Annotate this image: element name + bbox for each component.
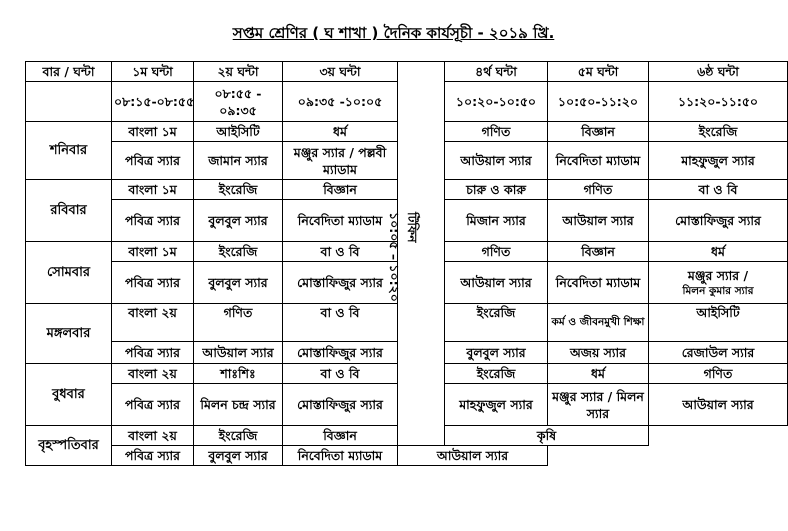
subject-cell: গণিত	[445, 122, 548, 142]
teacher-cell: পবিত্র স্যার	[112, 446, 194, 466]
period-5-header: ৫ম ঘন্টা	[548, 62, 649, 82]
subject-cell: ইংরেজি	[649, 122, 788, 142]
subject-cell: বিজ্ঞান	[283, 180, 398, 200]
teacher-cell: পবিত্র স্যার	[112, 342, 194, 364]
day-thursday: বৃহস্পতিবার	[26, 426, 112, 466]
day-tuesday: মঙ্গলবার	[26, 304, 112, 364]
teacher-cell: নিবেদিতা ম্যাডাম	[283, 446, 398, 466]
teacher-cell: মঞ্জুর স্যার / মিলন স্যার	[548, 384, 649, 426]
subject-cell: বিজ্ঞান	[548, 242, 649, 262]
period-3-header: ৩য় ঘন্টা	[283, 62, 398, 82]
subject-cell: ইংরেজি	[445, 304, 548, 342]
day-monday: সোমবার	[26, 242, 112, 304]
teacher-cell: আউয়াল স্যার	[398, 446, 548, 466]
subject-cell: ধর্ম	[548, 364, 649, 384]
teacher-cell: রেজাউল স্যার	[649, 342, 788, 364]
subject-cell: ধর্ম	[283, 122, 398, 142]
routine-table	[25, 61, 788, 466]
teacher-cell: নিবেদিতা ম্যাডাম	[548, 142, 649, 180]
teacher-cell: মোস্তাফিজুর স্যার	[283, 262, 398, 304]
subject-cell: ইংরেজি	[445, 364, 548, 384]
period-2-time: ০৮:৫৫ - ০৯:৩৫	[194, 82, 283, 122]
period-4-time: ১০:২০-১০:৫০	[445, 82, 548, 122]
subject-cell: গণিত	[548, 180, 649, 200]
teacher-cell: পবিত্র স্যার	[112, 142, 194, 180]
subject-cell: চারু ও কারু	[445, 180, 548, 200]
teacher-line: মঞ্জুর স্যার /	[687, 268, 749, 283]
period-2-header: ২য় ঘন্টা	[194, 62, 283, 82]
teacher-cell: আউয়াল স্যার	[649, 384, 788, 426]
subject-cell: বিজ্ঞান	[548, 122, 649, 142]
teacher-cell: মাহফুজুল স্যার	[445, 384, 548, 426]
teacher-cell: মোস্তাফিজুর স্যার	[283, 384, 398, 426]
subject-cell: বাংলা ১ম	[112, 180, 194, 200]
teacher-cell: আউয়াল স্যার	[194, 342, 283, 364]
subject-cell: বাংলা ১ম	[112, 122, 194, 142]
subject-cell: বাংলা ২য়	[112, 304, 194, 342]
teacher-cell: মোস্তাফিজুর স্যার	[283, 342, 398, 364]
page-title	[0, 22, 787, 47]
time-corner	[26, 82, 112, 122]
corner-header: বার / ঘন্টা	[26, 62, 112, 82]
period-6-time: ১১:২০-১১:৫০	[649, 82, 788, 122]
subject-cell: বাংলা ২য়	[112, 426, 194, 446]
subject-cell: কর্ম ও জীবনমুখী শিক্ষা	[548, 304, 649, 342]
day-saturday: শনিবার	[26, 122, 112, 180]
teacher-cell: পবিত্র স্যার	[112, 262, 194, 304]
period-3-time: ০৯:৩৫ -১০:০৫	[283, 82, 398, 122]
subject-cell: কৃষি	[445, 426, 649, 446]
period-5-time: ১০:৫০-১১:২০	[548, 82, 649, 122]
subject-cell: বিজ্ঞান	[283, 426, 398, 446]
subject-cell: গণিত	[649, 364, 788, 384]
day-sunday: রবিবার	[26, 180, 112, 242]
teacher-cell: আউয়াল স্যার	[548, 200, 649, 242]
header-row	[26, 62, 788, 82]
teacher-cell: মিলন চন্দ্র স্যার	[194, 384, 283, 426]
subject-cell: বাংলা ২য়	[112, 364, 194, 384]
teacher-cell: মাহফুজুল স্যার	[649, 142, 788, 180]
break-label: টিফিন	[405, 212, 420, 243]
tiffin-break-column	[387, 62, 445, 446]
teacher-cell: মঞ্জুর স্যার / পল্লবী ম্যাডাম	[283, 142, 398, 180]
teacher-cell	[649, 262, 788, 304]
title-text: সপ্তম শ্রেণির ( ঘ শাখা ) দৈনিক কার্যসূচী - ২০১৯ খ্রি.	[232, 24, 555, 42]
teacher-cell: বুলবুল স্যার	[194, 446, 283, 466]
teacher-cell: নিবেদিতা ম্যাডাম	[548, 262, 649, 304]
teacher-cell: বুলবুল স্যার	[445, 342, 548, 364]
break-time: ১০:০৫ – ১০:২০	[387, 212, 402, 302]
teacher-cell: বুলবুল স্যার	[194, 262, 283, 304]
subject-cell: বা ও বি	[283, 242, 398, 262]
teacher-cell: জামান স্যার	[194, 142, 283, 180]
period-4-header: ৪র্থ ঘন্টা	[445, 62, 548, 82]
subject-cell: আইসিটি	[194, 122, 283, 142]
subject-cell: বাংলা ১ম	[112, 242, 194, 262]
subject-cell: গণিত	[445, 242, 548, 262]
teacher-line: মিলন কুমার স্যার	[682, 285, 754, 297]
period-1-time: ০৮:১৫-০৮:৫৫	[112, 82, 194, 122]
teacher-cell: পবিত্র স্যার	[112, 200, 194, 242]
teacher-cell: আউয়াল স্যার	[445, 142, 548, 180]
empty-area	[649, 426, 788, 466]
period-6-header: ৬ষ্ঠ ঘন্টা	[649, 62, 788, 82]
subject-cell: ইংরেজি	[194, 426, 283, 446]
teacher-cell: পবিত্র স্যার	[112, 384, 194, 426]
subject-cell: বা ও বি	[283, 364, 398, 384]
subject-cell: ধর্ম	[649, 242, 788, 262]
teacher-cell: বুলবুল স্যার	[194, 200, 283, 242]
subject-cell: শাঃশিঃ	[194, 364, 283, 384]
teacher-cell: মোস্তাফিজুর স্যার	[649, 200, 788, 242]
subject-cell: বা ও বি	[649, 180, 788, 200]
teacher-cell: অজয় স্যার	[548, 342, 649, 364]
subject-cell: আইসিটি	[649, 304, 788, 342]
subject-cell: ইংরেজি	[194, 242, 283, 262]
teacher-cell: নিবেদিতা ম্যাডাম	[283, 200, 398, 242]
subject-cell: গণিত	[194, 304, 283, 342]
day-wednesday: বুধবার	[26, 364, 112, 426]
teacher-cell: আউয়াল স্যার	[445, 262, 548, 304]
period-1-header: ১ম ঘন্টা	[112, 62, 194, 82]
teacher-cell: মিজান স্যার	[445, 200, 548, 242]
subject-cell: ইংরেজি	[194, 180, 283, 200]
subject-cell: বা ও বি	[283, 304, 398, 342]
